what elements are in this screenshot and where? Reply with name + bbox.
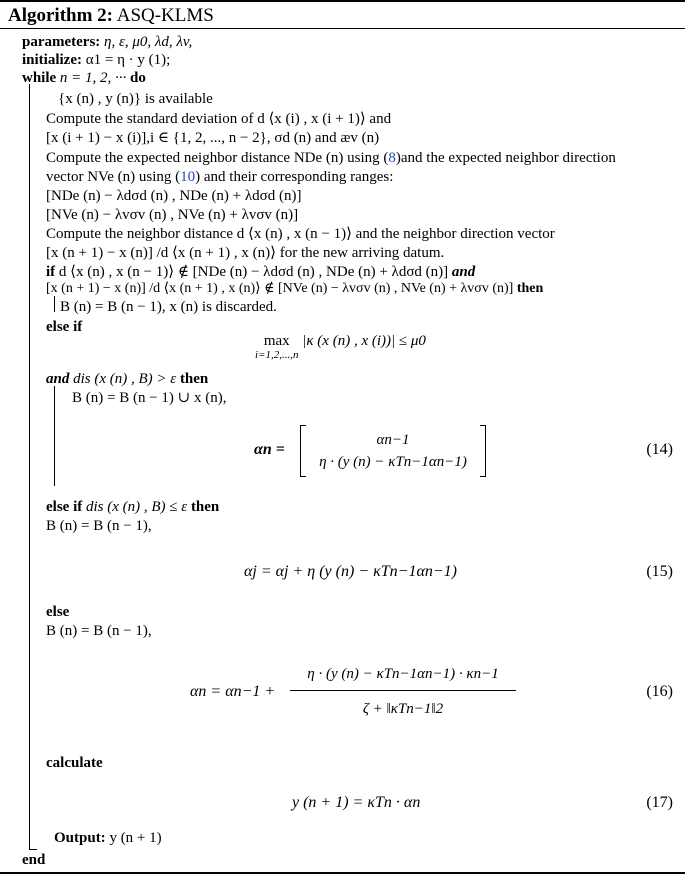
andif-scope-bar — [54, 386, 55, 486]
eq16-number: (16) — [646, 683, 673, 700]
if-line-1: if d ⟨x (n) , x (n − 1)⟩ ∉ [NDe (n) − λdσd (n) , NDe (n) + λdσd (n)] and — [46, 264, 476, 280]
if-scope-bar — [54, 296, 55, 312]
range-line-1: [NDe (n) − λdσd (n) , NDe (n) + λdσd (n)] — [46, 188, 302, 204]
std-line-2: [x (i + 1) − x (i)],i ∈ {1, 2, ..., n − 2}, σd (n) and æv (n) — [46, 130, 380, 146]
b-assign-line-1: B (n) = B (n − 1), — [46, 518, 152, 534]
union-line: B (n) = B (n − 1) ∪ x (n), — [72, 390, 227, 406]
available-line: {x (n) , y (n)} is available — [58, 91, 213, 107]
neighbor-line-1: Compute the neighbor distance d ⟨x (n) , x (n − 1)⟩ and the neighbor direction vector — [46, 226, 555, 242]
eq17-body: y (n + 1) = κTn · αn — [292, 794, 421, 811]
expected-line-2: vector NVe (n) using (10) and their corresponding ranges: — [46, 169, 394, 185]
eq17-number: (17) — [646, 794, 673, 811]
parameters-line: parameters: η, ε, μ0, λd, λv, — [22, 34, 193, 50]
if-line-2: [x (n + 1) − x (n)] /d ⟨x (n + 1) , x (n)⟩ ∉ [NVe (n) − λvσv (n) , NVe (n) + λvσv (n)] then — [46, 281, 544, 296]
while-scope-tick — [29, 849, 37, 850]
eq14-lhs: αn = — [254, 441, 285, 458]
max-expression: max i=1,2,...,n |κ (x (n) , x (i))| ≤ μ0 — [255, 333, 426, 361]
neighbor-line-2: [x (n + 1) − x (n)] /d ⟨x (n + 1) , x (n)⟩ for the new arriving datum. — [46, 245, 445, 261]
calculate-line: calculate — [46, 755, 103, 771]
range-line-2: [NVe (n) − λvσv (n) , NVe (n) + λvσv (n)] — [46, 207, 299, 223]
while-line: while n = 1, 2, ··· do — [22, 70, 146, 86]
ref-10-link[interactable]: 10 — [180, 169, 196, 185]
std-line-1: Compute the standard deviation of d ⟨x (i) , x (i + 1)⟩ and — [46, 111, 392, 127]
algorithm-title — [8, 5, 214, 27]
top-rule — [0, 0, 685, 2]
and-dis-line: and dis (x (n) , B) > ε then — [46, 371, 209, 387]
discard-line: B (n) = B (n − 1), x (n) is discarded. — [60, 299, 277, 315]
end-line: end — [22, 852, 46, 868]
else-if-dis-line: else if dis (x (n) , B) ≤ ε then — [46, 499, 220, 515]
eq15-number: (15) — [646, 563, 673, 580]
output-line: Output: y (n + 1) — [54, 830, 162, 846]
eq16-fraction-bar — [290, 690, 516, 691]
else-line: else — [46, 604, 70, 620]
else-if-line: else if — [46, 319, 83, 335]
eq14-number: (14) — [646, 441, 673, 458]
title-rule — [0, 28, 685, 29]
eq14-bottom-entry: η · (y (n) − κTn−1αn−1) — [319, 454, 467, 470]
title-label: Algorithm 2: — [8, 5, 114, 26]
title-name: ASQ-KLMS — [116, 5, 214, 26]
while-scope-bar — [29, 84, 30, 850]
eq16-lhs: αn = αn−1 + — [190, 683, 276, 700]
ref-8-link[interactable]: 8 — [388, 150, 396, 166]
eq16-denominator: ζ + ‖κTn−1‖2 — [362, 701, 444, 717]
eq14-top-entry: αn−1 — [376, 432, 410, 448]
expected-line-1: Compute the expected neighbor distance NDe (n) using (8)and the expected neighbor direction — [46, 150, 616, 166]
b-assign-line-2: B (n) = B (n − 1), — [46, 623, 152, 639]
eq15-body: αj = αj + η (y (n) − κTn−1αn−1) — [244, 563, 457, 580]
eq14-matrix — [300, 426, 486, 476]
initialize-line: initialize: α1 = η · y (1); — [22, 52, 171, 68]
eq16-numerator: η · (y (n) − κTn−1αn−1) · κn−1 — [307, 666, 499, 682]
